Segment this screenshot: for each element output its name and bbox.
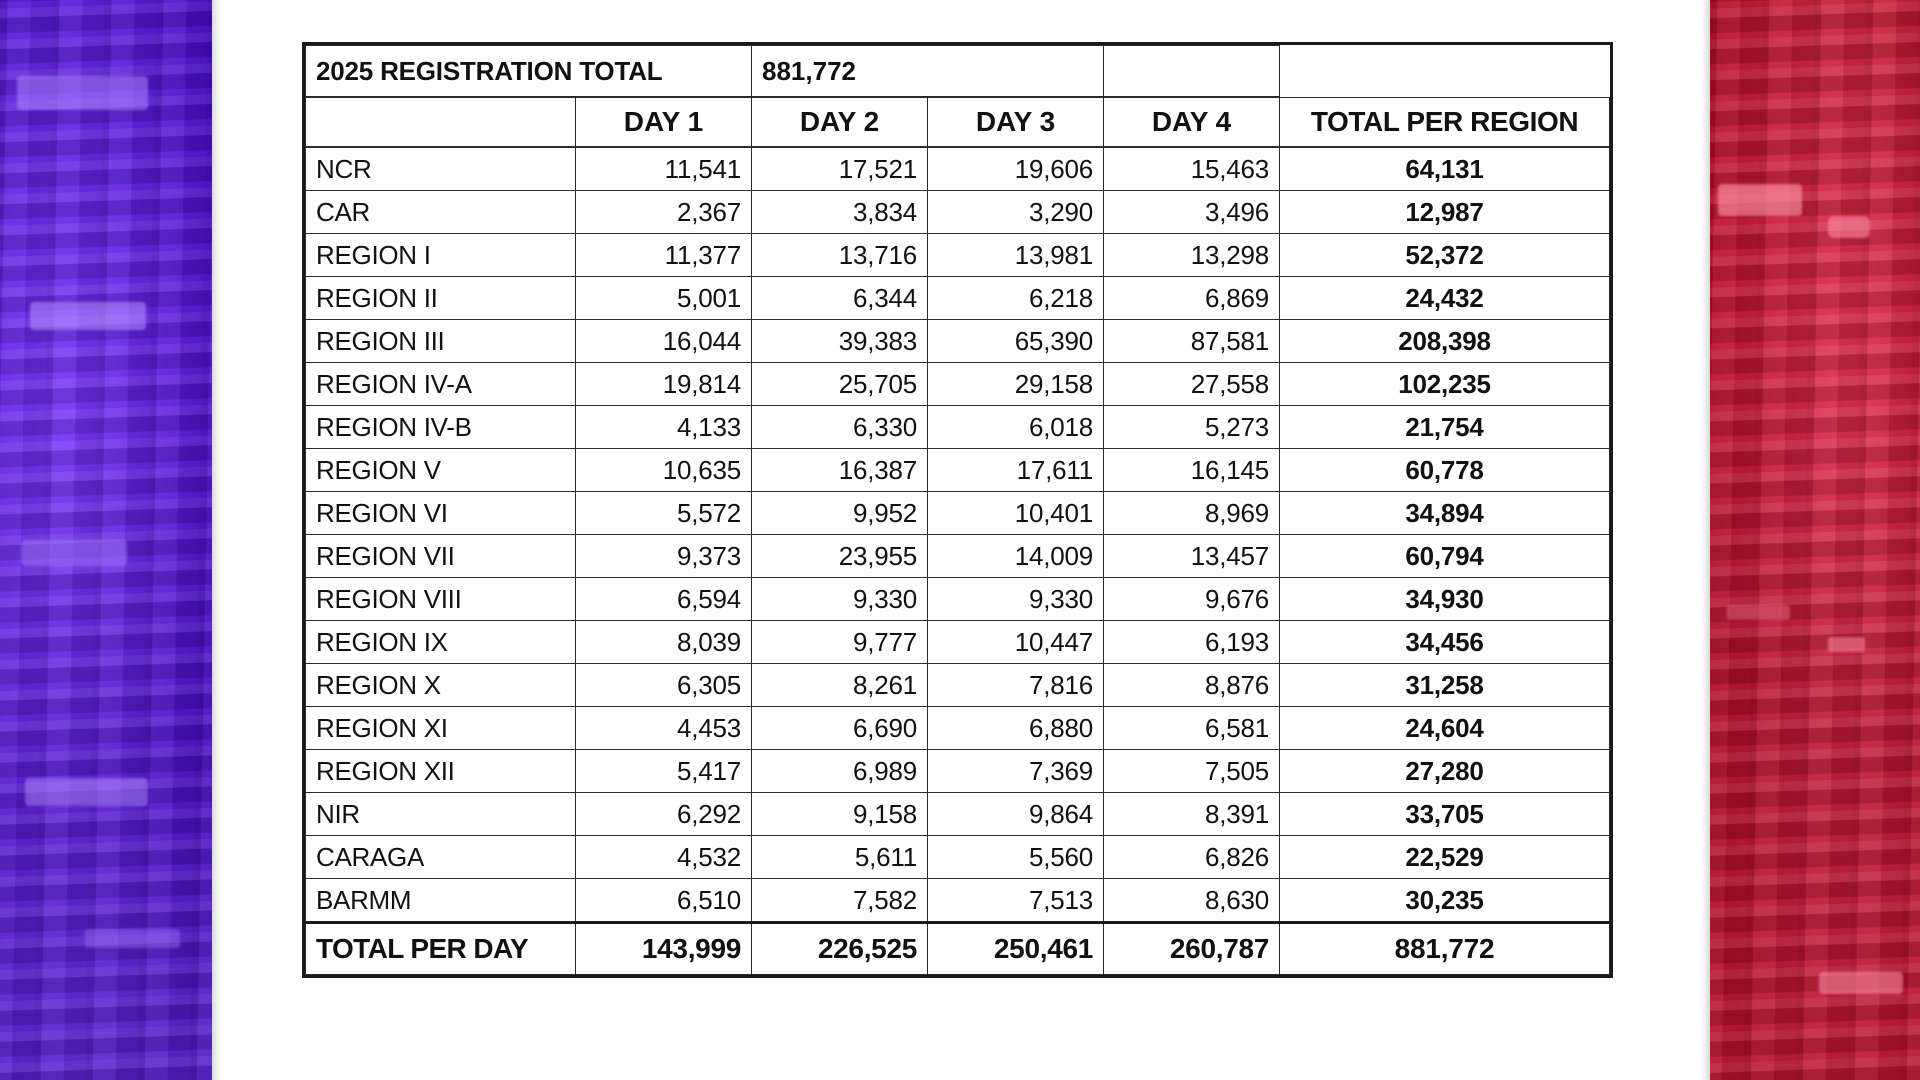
cell-day-1: 6,510 — [576, 879, 752, 923]
table-row — [306, 578, 1610, 621]
cell-day-1: 16,044 — [576, 320, 752, 363]
cell-total-per-region: 60,778 — [1280, 449, 1610, 492]
left-decorative-photo-strip — [0, 0, 212, 1080]
cell-day-1: 4,532 — [576, 836, 752, 879]
building-facade-purple — [0, 0, 212, 1080]
cell-total-per-region: 60,794 — [1280, 535, 1610, 578]
table-footer-row — [306, 923, 1610, 975]
building-facade-red — [1710, 0, 1920, 1080]
cell-day-2: 25,705 — [752, 363, 928, 406]
table-row — [306, 449, 1610, 492]
cell-total-per-region: 34,930 — [1280, 578, 1610, 621]
row-region-label: REGION V — [306, 449, 576, 492]
cell-day-1: 11,377 — [576, 234, 752, 277]
cell-day-1: 5,572 — [576, 492, 752, 535]
cell-day-2: 39,383 — [752, 320, 928, 363]
cell-day-1: 6,292 — [576, 793, 752, 836]
cell-day-3: 9,864 — [928, 793, 1104, 836]
table-row — [306, 234, 1610, 277]
cell-day-4: 13,298 — [1104, 234, 1280, 277]
table-row — [306, 277, 1610, 320]
cell-day-3: 14,009 — [928, 535, 1104, 578]
cell-day-3: 17,611 — [928, 449, 1104, 492]
row-region-label: REGION IV-A — [306, 363, 576, 406]
cell-day-3: 7,816 — [928, 664, 1104, 707]
cell-total-per-region: 31,258 — [1280, 664, 1610, 707]
cell-day-3: 65,390 — [928, 320, 1104, 363]
row-region-label: REGION II — [306, 277, 576, 320]
row-region-label: NCR — [306, 147, 576, 191]
row-region-label: REGION VI — [306, 492, 576, 535]
cell-day-1: 6,305 — [576, 664, 752, 707]
cell-total-per-region: 22,529 — [1280, 836, 1610, 879]
cell-day-2: 9,777 — [752, 621, 928, 664]
cell-total-per-region: 24,432 — [1280, 277, 1610, 320]
cell-day-4: 6,581 — [1104, 707, 1280, 750]
cell-day-4: 5,273 — [1104, 406, 1280, 449]
cell-day-1: 5,417 — [576, 750, 752, 793]
right-strip-divider — [1700, 0, 1710, 1080]
row-region-label: REGION III — [306, 320, 576, 363]
row-region-label: REGION VIII — [306, 578, 576, 621]
cell-day-1: 9,373 — [576, 535, 752, 578]
table-row — [306, 707, 1610, 750]
column-header-day-4: DAY 4 — [1104, 97, 1280, 147]
column-header-total-per-region: TOTAL PER REGION — [1280, 97, 1610, 147]
cell-total-per-region: 21,754 — [1280, 406, 1610, 449]
table-row — [306, 191, 1610, 234]
cell-day-4: 15,463 — [1104, 147, 1280, 191]
cell-day-4: 9,676 — [1104, 578, 1280, 621]
cell-day-4: 16,145 — [1104, 449, 1280, 492]
footer-total-day-3: 250,461 — [928, 923, 1104, 975]
cell-total-per-region: 30,235 — [1280, 879, 1610, 923]
column-header-region — [306, 97, 576, 147]
table-row — [306, 836, 1610, 879]
cell-day-3: 6,880 — [928, 707, 1104, 750]
cell-day-2: 13,716 — [752, 234, 928, 277]
cell-day-2: 3,834 — [752, 191, 928, 234]
cell-day-1: 8,039 — [576, 621, 752, 664]
table-row — [306, 363, 1610, 406]
column-header-day-2: DAY 2 — [752, 97, 928, 147]
cell-total-per-region: 12,987 — [1280, 191, 1610, 234]
table-row — [306, 750, 1610, 793]
row-region-label: NIR — [306, 793, 576, 836]
cell-day-1: 6,594 — [576, 578, 752, 621]
row-region-label: CAR — [306, 191, 576, 234]
row-region-label: REGION IX — [306, 621, 576, 664]
cell-day-3: 7,369 — [928, 750, 1104, 793]
cell-day-2: 16,387 — [752, 449, 928, 492]
registration-table-container — [305, 45, 1607, 975]
table-row — [306, 793, 1610, 836]
row-region-label: REGION VII — [306, 535, 576, 578]
cell-day-1: 5,001 — [576, 277, 752, 320]
cell-day-2: 17,521 — [752, 147, 928, 191]
cell-day-2: 23,955 — [752, 535, 928, 578]
cell-day-4: 7,505 — [1104, 750, 1280, 793]
cell-day-2: 6,989 — [752, 750, 928, 793]
cell-total-per-region: 52,372 — [1280, 234, 1610, 277]
row-region-label: REGION IV-B — [306, 406, 576, 449]
cell-day-1: 11,541 — [576, 147, 752, 191]
cell-day-4: 8,969 — [1104, 492, 1280, 535]
cell-total-per-region: 24,604 — [1280, 707, 1610, 750]
cell-total-per-region: 208,398 — [1280, 320, 1610, 363]
registration-table — [305, 45, 1610, 975]
table-row — [306, 147, 1610, 191]
cell-day-3: 6,218 — [928, 277, 1104, 320]
cell-day-2: 5,611 — [752, 836, 928, 879]
cell-day-1: 4,453 — [576, 707, 752, 750]
grand-total-headline: 881,772 — [752, 46, 1104, 98]
cell-day-3: 6,018 — [928, 406, 1104, 449]
cell-day-1: 4,133 — [576, 406, 752, 449]
cell-day-4: 6,826 — [1104, 836, 1280, 879]
page-title: 2025 REGISTRATION TOTAL — [306, 46, 752, 98]
cell-day-4: 3,496 — [1104, 191, 1280, 234]
cell-day-3: 5,560 — [928, 836, 1104, 879]
cell-day-4: 6,869 — [1104, 277, 1280, 320]
left-strip-divider — [212, 0, 222, 1080]
cell-day-2: 8,261 — [752, 664, 928, 707]
table-row — [306, 879, 1610, 923]
table-row — [306, 406, 1610, 449]
cell-day-3: 13,981 — [928, 234, 1104, 277]
table-row — [306, 320, 1610, 363]
row-region-label: BARMM — [306, 879, 576, 923]
cell-day-4: 27,558 — [1104, 363, 1280, 406]
cell-total-per-region: 33,705 — [1280, 793, 1610, 836]
cell-total-per-region: 34,894 — [1280, 492, 1610, 535]
cell-day-2: 7,582 — [752, 879, 928, 923]
right-decorative-photo-strip — [1710, 0, 1920, 1080]
cell-day-2: 6,690 — [752, 707, 928, 750]
title-row-spacer — [1104, 46, 1280, 98]
cell-day-4: 8,876 — [1104, 664, 1280, 707]
footer-grand-total: 881,772 — [1280, 923, 1610, 975]
cell-day-1: 2,367 — [576, 191, 752, 234]
footer-label-total-per-day: TOTAL PER DAY — [306, 923, 576, 975]
table-row — [306, 535, 1610, 578]
cell-total-per-region: 27,280 — [1280, 750, 1610, 793]
row-region-label: REGION XII — [306, 750, 576, 793]
table-title-row — [306, 46, 1610, 98]
row-region-label: REGION XI — [306, 707, 576, 750]
row-region-label: REGION X — [306, 664, 576, 707]
cell-day-4: 13,457 — [1104, 535, 1280, 578]
cell-day-4: 6,193 — [1104, 621, 1280, 664]
cell-day-4: 8,391 — [1104, 793, 1280, 836]
table-header-row — [306, 97, 1610, 147]
cell-day-3: 10,447 — [928, 621, 1104, 664]
cell-total-per-region: 102,235 — [1280, 363, 1610, 406]
table-row — [306, 621, 1610, 664]
cell-day-2: 6,344 — [752, 277, 928, 320]
cell-total-per-region: 34,456 — [1280, 621, 1610, 664]
footer-total-day-1: 143,999 — [576, 923, 752, 975]
cell-day-4: 8,630 — [1104, 879, 1280, 923]
row-region-label: REGION I — [306, 234, 576, 277]
cell-day-1: 19,814 — [576, 363, 752, 406]
cell-day-3: 10,401 — [928, 492, 1104, 535]
cell-day-3: 19,606 — [928, 147, 1104, 191]
cell-day-2: 9,158 — [752, 793, 928, 836]
footer-total-day-2: 226,525 — [752, 923, 928, 975]
cell-day-3: 7,513 — [928, 879, 1104, 923]
cell-day-2: 9,330 — [752, 578, 928, 621]
cell-day-3: 29,158 — [928, 363, 1104, 406]
cell-day-2: 9,952 — [752, 492, 928, 535]
table-row — [306, 664, 1610, 707]
row-region-label: CARAGA — [306, 836, 576, 879]
column-header-day-3: DAY 3 — [928, 97, 1104, 147]
cell-day-2: 6,330 — [752, 406, 928, 449]
footer-total-day-4: 260,787 — [1104, 923, 1280, 975]
column-header-day-1: DAY 1 — [576, 97, 752, 147]
cell-day-1: 10,635 — [576, 449, 752, 492]
cell-day-4: 87,581 — [1104, 320, 1280, 363]
cell-total-per-region: 64,131 — [1280, 147, 1610, 191]
table-row — [306, 492, 1610, 535]
cell-day-3: 9,330 — [928, 578, 1104, 621]
cell-day-3: 3,290 — [928, 191, 1104, 234]
